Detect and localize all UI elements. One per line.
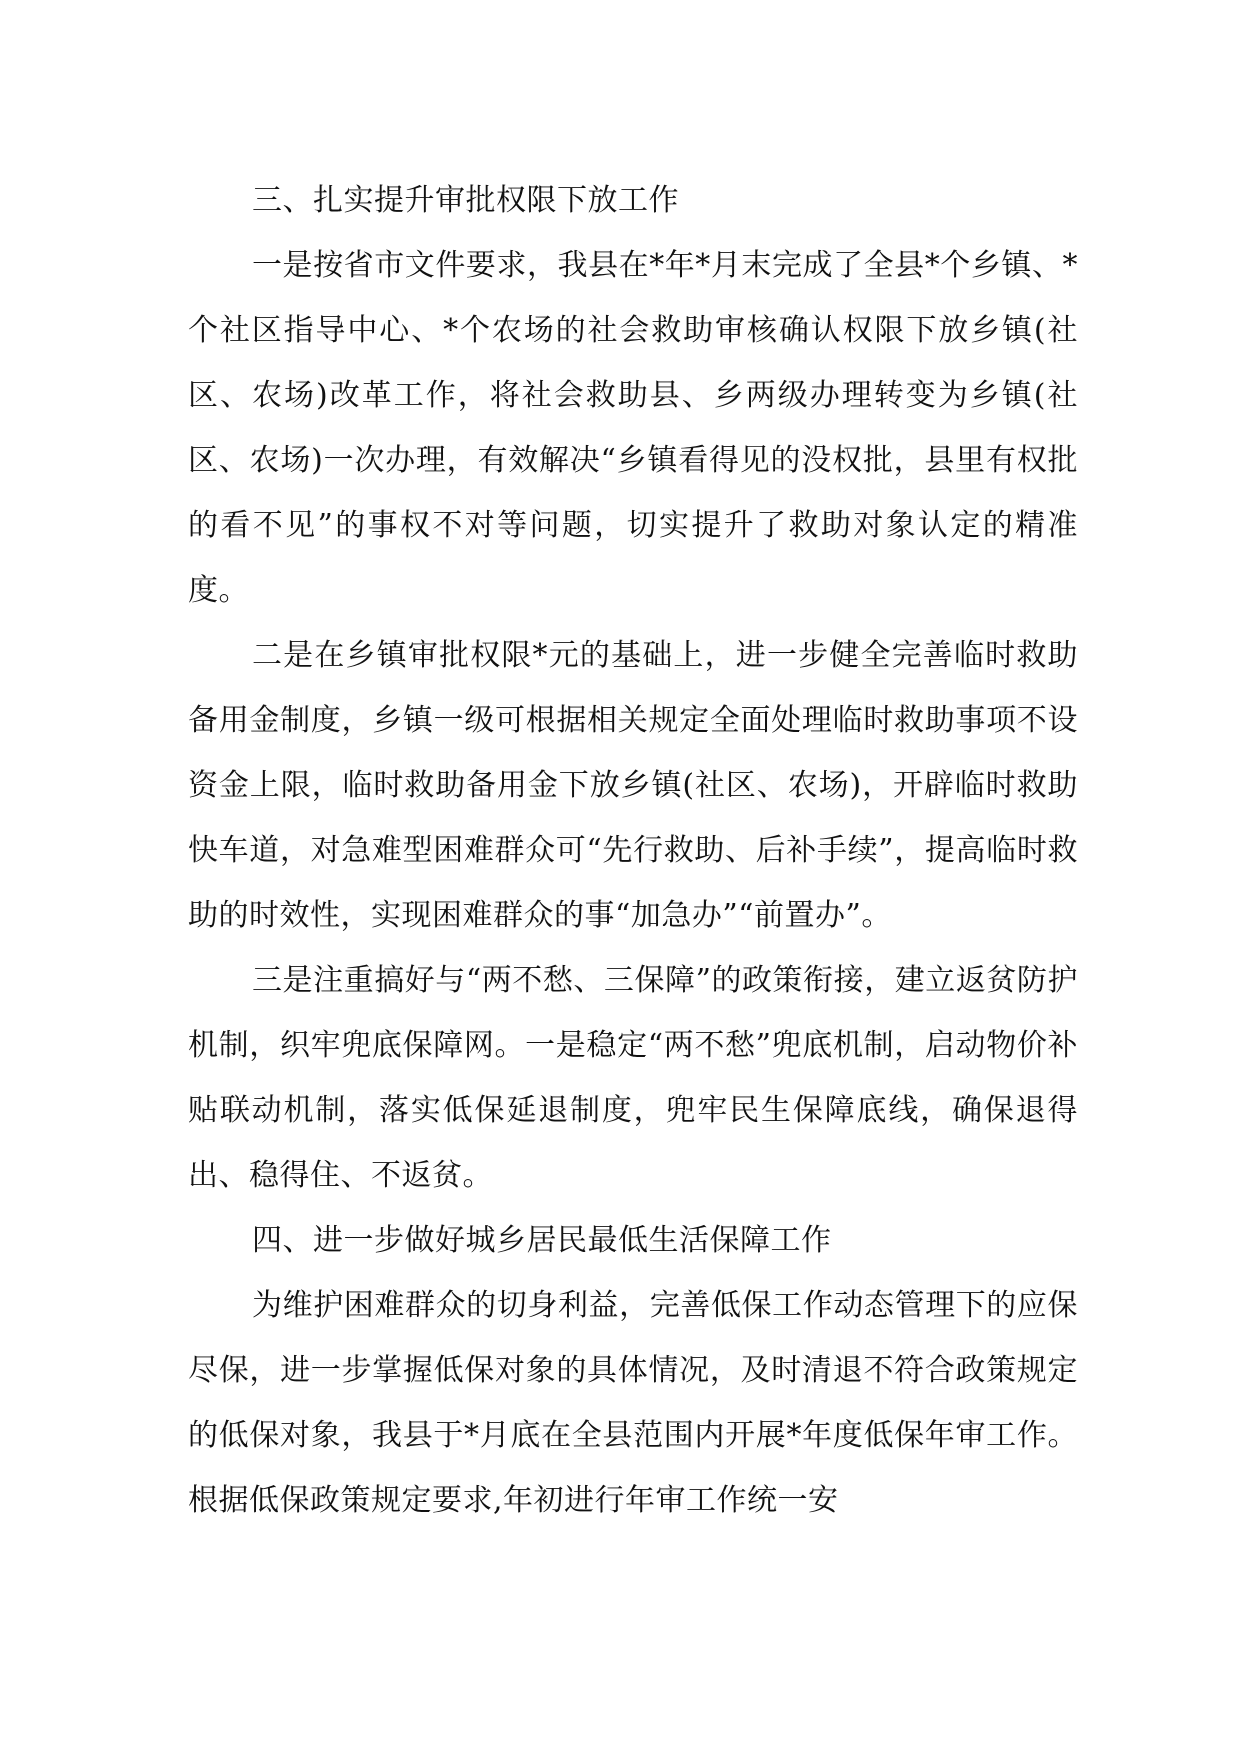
section-heading-3: 三、扎实提升审批权限下放工作 — [252, 183, 679, 218]
paragraph-temporary-assistance: 二是在乡镇审批权限*元的基础上，进一步健全完善临时救助备用金制度，乡镇一级可根据相关规定全面处理临时救助事项不设资金上限，临时救助备用金下放乡镇(社区、农场)，开辟临时救助快车道，对急难型困难群众可“先行救助、后补手续”，提高临时救助的时效性，实现困难群众的事“加急办”“前置办”。 — [188, 638, 1078, 933]
document-body — [188, 168, 1078, 1533]
paragraph-approval-authority: 一是按省市文件要求，我县在*年*月末完成了全县*个乡镇、*个社区指导中心、*个农场的社会救助审核确认权限下放乡镇(社区、农场)改革工作，将社会救助县、乡两级办理转变为乡镇(社区、农场)一次办理，有效解决“乡镇看得见的没权批，县里有权批的看不见”的事权不对等问题，切实提升了救助对象认定的精准度。 — [188, 248, 1078, 608]
section-heading-4: 四、进一步做好城乡居民最低生活保障工作 — [252, 1223, 832, 1258]
paragraph-minimum-living-security: 为维护困难群众的切身利益，完善低保工作动态管理下的应保尽保，进一步掌握低保对象的具体情况，及时清退不符合政策规定的低保对象，我县于*月底在全县范围内开展*年度低保年审工作。根据低保政策规定要求,年初进行年审工作统一安 — [188, 1288, 1078, 1518]
paragraph-policy-linkage: 三是注重搞好与“两不愁、三保障”的政策衔接，建立返贫防护机制，织牢兜底保障网。一是稳定“两不愁”兜底机制，启动物价补贴联动机制，落实低保延退制度，兜牢民生保障底线，确保退得出、稳得住、不返贫。 — [188, 963, 1078, 1193]
